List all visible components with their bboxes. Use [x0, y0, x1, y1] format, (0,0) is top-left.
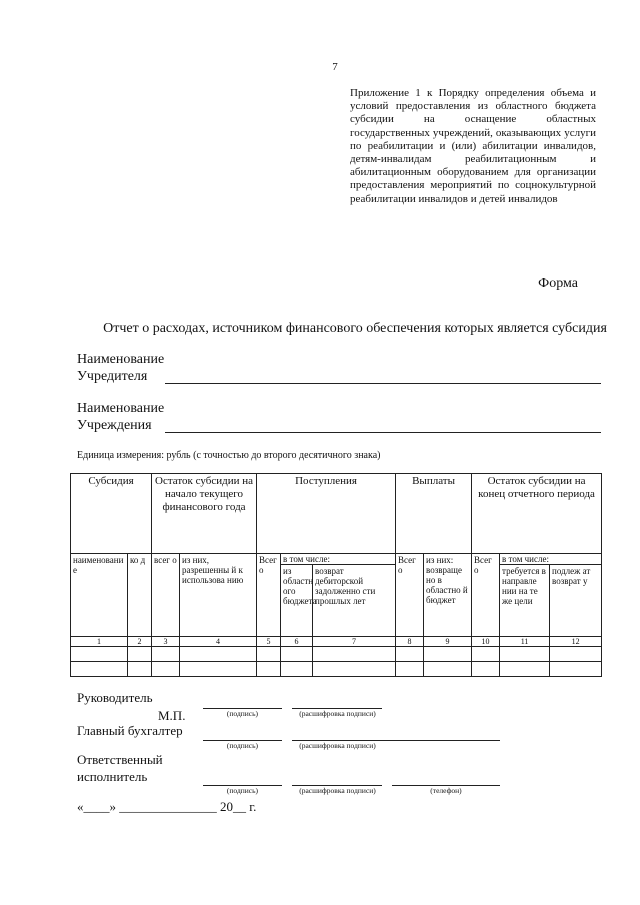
column-number: 7: [313, 637, 396, 647]
subheader-opening-allowed: из них, разрешенны й к использова нию: [180, 554, 257, 637]
header-payments: Выплаты: [396, 474, 472, 554]
responsible-label-line1: Ответственный: [77, 752, 163, 767]
column-number: 4: [180, 637, 257, 647]
table-row[interactable]: [71, 647, 602, 662]
column-number: 9: [424, 637, 472, 647]
column-number: 10: [472, 637, 500, 647]
accountant-signature-caption: (подпись): [226, 741, 259, 750]
table-sub-header-row: [71, 554, 602, 565]
report-title: Отчет о расходах, источником финансового обеспечения которых является субсидия: [103, 321, 607, 336]
table-group-header-row: [71, 474, 602, 554]
founder-label-line1: Наименование: [77, 352, 165, 367]
founder-name-field[interactable]: [165, 383, 601, 384]
subheader-payments-returned: из них: возвраще но в областно й бюджет: [424, 554, 472, 637]
head-signature-caption: (подпись): [226, 709, 259, 718]
responsible-phone-caption: (телефон): [430, 786, 462, 795]
column-number: 1: [71, 637, 128, 647]
subheader-receipts-total: Всег о: [257, 554, 281, 637]
head-decryption-caption: (расшифровка подписи): [299, 709, 376, 718]
table-row[interactable]: [71, 662, 602, 677]
subheader-closing-including: в том числе:: [500, 554, 602, 565]
header-receipts: Поступления: [257, 474, 396, 554]
appendix-note: Приложение 1 к Порядку определения объема и условий предоставления из областного бюджета субсидии на оснащение областных государственных учреждений, оказывающих услуги по реабилитации и (или) абилитации инвалидов, детям-инвалидам реабилитационным и абилитационным оборудованием для организации предоставления мероприятий по соцнокультурной реабилитации инвалидов и детей инвалидов: [350, 87, 596, 205]
responsible-decryption-caption: (расшифровка подписи): [299, 786, 376, 795]
subheader-receipts-including: в том числе:: [281, 554, 396, 565]
header-subsidy: Субсидия: [71, 474, 152, 554]
institution-label-line2: Учреждения: [77, 418, 152, 433]
header-opening-balance: Остаток субсидии на начало текущего финансового года: [152, 474, 257, 554]
responsible-signature-caption: (подпись): [226, 786, 259, 795]
column-number: 2: [128, 637, 152, 647]
page-number: 7: [332, 61, 338, 73]
column-number: 11: [500, 637, 550, 647]
form-label: Форма: [538, 276, 578, 291]
subheader-opening-total: всег о: [152, 554, 180, 637]
accountant-decryption-caption: (расшифровка подписи): [299, 741, 376, 750]
founder-label-line2: Учредителя: [77, 369, 148, 384]
subheader-receivables-return: возврат дебиторской задолженно сти прошлых лет: [313, 565, 396, 637]
subheader-name: наименовани е: [71, 554, 128, 637]
institution-name-field[interactable]: [165, 432, 601, 433]
column-number: 12: [550, 637, 602, 647]
subheader-closing-total: Всег о: [472, 554, 500, 637]
date-line[interactable]: «____» _______________ 20__ г.: [77, 799, 257, 814]
column-number: 3: [152, 637, 180, 647]
column-number: 6: [281, 637, 313, 647]
subheader-same-purpose: требуется в направле нии на те же цели: [500, 565, 550, 637]
chief-accountant-label: Главный бухгалтер: [77, 723, 183, 738]
institution-label-line1: Наименование: [77, 401, 165, 416]
stamp-label: М.П.: [158, 708, 186, 723]
column-number: 5: [257, 637, 281, 647]
responsible-label-line2: исполнитель: [77, 769, 148, 784]
header-closing-balance: Остаток субсидии на конец отчетного периода: [472, 474, 602, 554]
table-column-numbers-row: [71, 637, 602, 647]
column-number: 8: [396, 637, 424, 647]
subheader-payments-total: Всег о: [396, 554, 424, 637]
units-note: Единица измерения: рубль (с точностью до второго десятичного знака): [77, 450, 381, 461]
subheader-from-regional-budget: из областн ого бюджета: [281, 565, 313, 637]
report-table: [70, 473, 602, 677]
head-label: Руководитель: [77, 690, 153, 705]
subheader-to-return: подлеж ат возврат у: [550, 565, 602, 637]
subheader-code: ко д: [128, 554, 152, 637]
